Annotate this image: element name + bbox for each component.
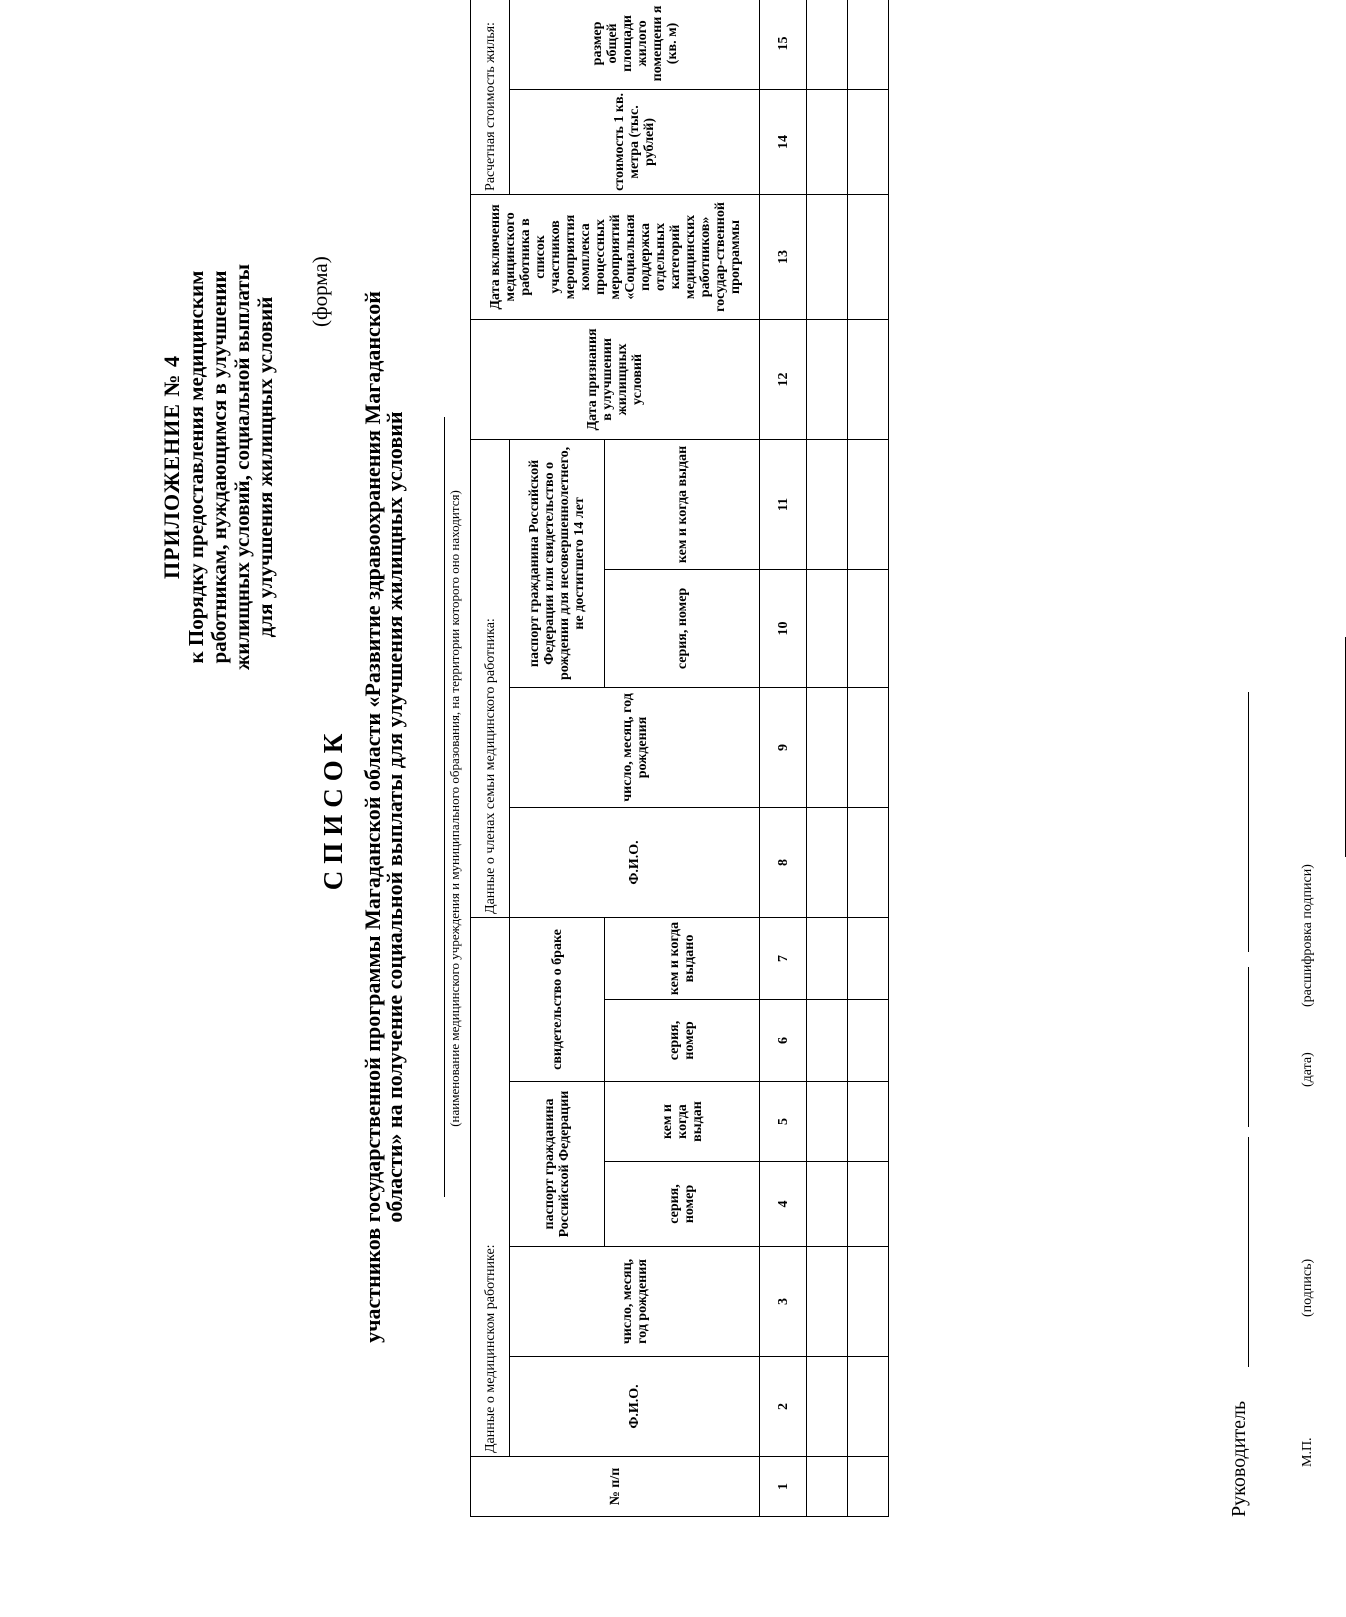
appendix-number: ПРИЛОЖЕНИЕ № 4	[159, 354, 184, 580]
column-number: 8	[760, 807, 807, 917]
table-cell	[807, 807, 848, 917]
table-cell	[848, 687, 889, 807]
appendix-line: для улучшения жилищных условий	[253, 296, 277, 638]
column-number: 4	[760, 1162, 807, 1247]
table-cell	[807, 0, 848, 89]
header-cell: серия, номер	[605, 1000, 760, 1082]
table-cell	[848, 917, 889, 999]
head-signature-label: Руководитель	[1228, 1400, 1250, 1517]
header-cell: Дата включения медицинского работника в список участников мероприятия комплекса процессных мероприятий «Социальная поддержка отдельных категорий медицинских работников» государ-ственной программы	[471, 194, 760, 319]
table-cell	[848, 1457, 889, 1517]
table-cell	[807, 194, 848, 319]
table-cell	[848, 1162, 889, 1247]
document-title: СПИСОК	[318, 726, 348, 891]
table-cell	[807, 1457, 848, 1517]
signature-line	[1248, 1137, 1249, 1367]
header-group-worker: Данные о медицинском работнике:	[471, 917, 510, 1456]
decoding-caption: (расшифровка подписи)	[1300, 864, 1315, 1007]
table-cell	[807, 1247, 848, 1357]
table-cell	[807, 917, 848, 999]
header-group-cost: Расчетная стоимость жилья:	[471, 0, 510, 194]
table-cell	[807, 89, 848, 194]
table-cell	[807, 319, 848, 439]
signature-caption: (подпись)	[1300, 1258, 1315, 1317]
table-cell	[848, 1357, 889, 1457]
header-cell: кем и когда выдан	[605, 439, 760, 569]
table-cell	[848, 89, 889, 194]
header-cell: число, месяц, год рождения	[510, 1247, 760, 1357]
table-cell	[848, 1000, 889, 1082]
table-cell	[807, 1082, 848, 1162]
appendix-line: к Порядку предоставления медицинским	[184, 270, 208, 664]
header-cell: свидетельство о браке	[510, 917, 605, 1081]
table-cell	[848, 0, 889, 89]
header-cell: № п/п	[471, 1457, 760, 1517]
column-number: 15	[760, 0, 807, 89]
appendix-header	[160, 17, 277, 917]
column-number: 6	[760, 1000, 807, 1082]
table-row	[807, 0, 848, 1517]
table-cell	[807, 687, 848, 807]
header-cell: серия, номер	[605, 569, 760, 687]
table-cell	[807, 439, 848, 569]
decoding-line	[1248, 692, 1249, 952]
column-number-row	[760, 0, 807, 1517]
header-cell: Ф.И.О.	[510, 807, 760, 917]
header-cell: паспорт гражданина Российской Федерации	[510, 1082, 605, 1247]
header-cell: размер общей площади жилого помещени я (кв. м)	[510, 0, 760, 89]
column-number: 7	[760, 917, 807, 999]
org-name-caption: (наименование медицинского учреждения и муниципального образования, на территории которого оно находится)	[447, 490, 462, 1127]
table-cell	[848, 319, 889, 439]
stamp-place: М.П.	[1300, 1437, 1315, 1467]
header-cell: паспорт гражданина Российской Федерации или свидетельство о рождении для несовершеннолетнего, не достигшего 14 лет	[510, 439, 605, 687]
document-subtitle	[362, 117, 406, 1517]
subtitle-line: области» на получение социальной выплаты для улучшения жилищных условий	[382, 411, 407, 1223]
header-cell: кем и когда выдано	[605, 917, 760, 999]
appendix-line: работникам, нуждающимся в улучшении	[207, 270, 231, 664]
header-cell: кем и когда выдан	[605, 1082, 760, 1162]
header-cell: число, месяц, год рождения	[510, 687, 760, 807]
column-number: 10	[760, 569, 807, 687]
header-cell: серия, номер	[605, 1162, 760, 1247]
column-number: 14	[760, 89, 807, 194]
appendix-line: жилищных условий, социальной выплаты	[230, 264, 254, 670]
table-cell	[848, 1247, 889, 1357]
table-header-row	[471, 0, 510, 1517]
table-row	[848, 0, 889, 1517]
table-cell	[848, 194, 889, 319]
subtitle-line: участников государственной программы Магаданской области «Развитие здравоохранения Магаданской	[360, 291, 385, 1343]
date-line	[1248, 967, 1249, 1127]
column-number: 13	[760, 194, 807, 319]
form-note: (форма)	[308, 256, 332, 327]
org-name-line	[444, 417, 445, 1197]
header-cell: Дата признания в улучшении жилищных условий	[471, 319, 760, 439]
column-number: 5	[760, 1082, 807, 1162]
participants-table	[470, 0, 889, 1517]
table-cell	[807, 1162, 848, 1247]
column-number: 3	[760, 1247, 807, 1357]
table-cell	[807, 1000, 848, 1082]
column-number: 11	[760, 439, 807, 569]
table-cell	[807, 569, 848, 687]
header-group-family: Данные о членах семьи медицинского работника:	[471, 439, 510, 917]
column-number: 9	[760, 687, 807, 807]
table-cell	[848, 1082, 889, 1162]
header-cell: стоимость 1 кв. метра (тыс. рублей)	[510, 89, 760, 194]
column-number: 12	[760, 319, 807, 439]
column-number: 2	[760, 1357, 807, 1457]
date-caption: (дата)	[1300, 1052, 1315, 1087]
table-cell	[807, 1357, 848, 1457]
column-number: 1	[760, 1457, 807, 1517]
header-cell: Ф.И.О.	[510, 1357, 760, 1457]
table-cell	[848, 807, 889, 917]
table-cell	[848, 569, 889, 687]
table-cell	[848, 439, 889, 569]
